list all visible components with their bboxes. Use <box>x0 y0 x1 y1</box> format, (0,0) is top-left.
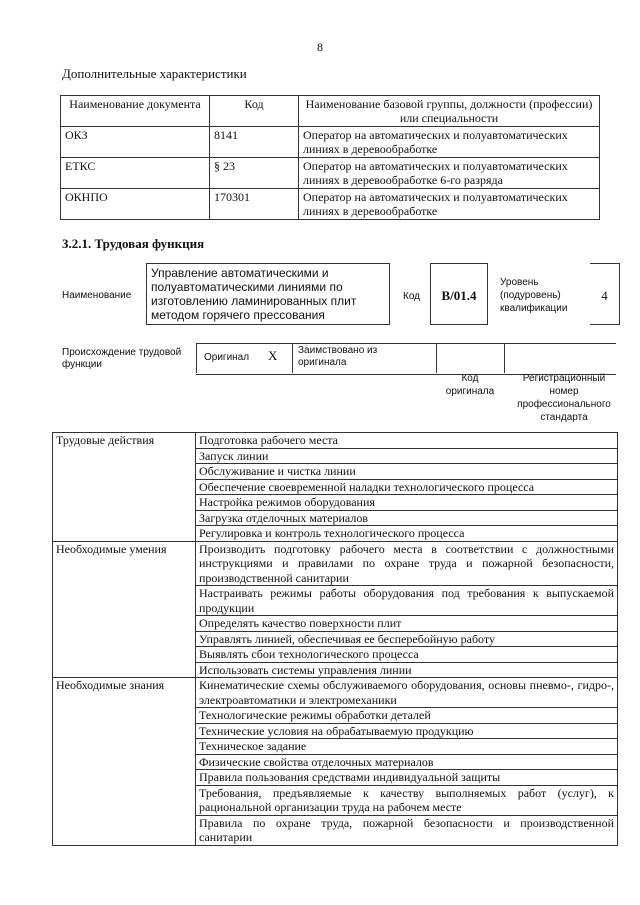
table-row <box>53 433 618 449</box>
qualification-level-label: Уровень (подуровень) квалификации <box>500 277 568 314</box>
table-header-row <box>61 96 600 127</box>
table-row <box>61 158 600 189</box>
list-item: Настройка режимов оборудования <box>196 495 618 511</box>
list-item: Правила по охране труда, пожарной безопасности и производственной санитарии <box>196 815 618 845</box>
list-item: Кинематические схемы обслуживаемого оборудования, основы пневмо-, гидро-, электроавтоматики и электромеханики <box>196 678 618 708</box>
code-label: Код <box>403 291 421 302</box>
list-item: Физические свойства отделочных материалов <box>196 754 618 770</box>
table-row <box>53 541 618 586</box>
group-name-cell: Оператор на автоматических и полуавтоматических линиях в деревообработке 6-го разряда <box>299 158 600 189</box>
name-label: Наименование <box>62 290 132 301</box>
category-required-knowledge: Необходимые знания <box>53 678 196 846</box>
list-item: Использовать системы управления линии <box>196 662 618 678</box>
code-cell: 8141 <box>210 127 299 158</box>
list-item: Запуск линии <box>196 448 618 464</box>
list-item: Правила пользования средствами индивидуальной защиты <box>196 770 618 786</box>
group-name-cell: Оператор на автоматических и полуавтоматических линиях в деревообработке <box>299 127 600 158</box>
header-document-name: Наименование документа <box>61 96 210 127</box>
code-cell: 170301 <box>210 189 299 220</box>
original-mark: X <box>268 348 278 363</box>
group-name-cell: Оператор на автоматических и полуавтоматических линиях в деревообработке <box>299 189 600 220</box>
function-code-value: B/01.4 <box>430 263 488 325</box>
category-labor-actions: Трудовые действия <box>53 433 196 542</box>
list-item: Определять качество поверхности плит <box>196 616 618 632</box>
header-code: Код <box>210 96 299 127</box>
divider <box>196 343 197 373</box>
function-name-value: Управление автоматическими и полуавтоматическими линиями по изготовлению ламинированных плит методом горячего прессования <box>146 263 390 325</box>
list-item: Техническое задание <box>196 739 618 755</box>
code-cell: § 23 <box>210 158 299 189</box>
list-item: Технологические режимы обработки деталей <box>196 708 618 724</box>
origin-label: Происхождение трудовой функции <box>62 347 182 370</box>
list-item: Технические условия на обрабатываемую продукцию <box>196 723 618 739</box>
list-item: Загрузка отделочных материалов <box>196 510 618 526</box>
list-item: Выявлять сбои технологического процесса <box>196 647 618 663</box>
additional-characteristics-table <box>60 95 600 220</box>
labor-function-details-table <box>52 432 618 846</box>
doc-name-cell: ЕТКС <box>61 158 210 189</box>
table-row <box>61 189 600 220</box>
divider <box>504 343 505 373</box>
list-item: Управлять линией, обеспечивая ее бесперебойную работу <box>196 631 618 647</box>
header-group-name: Наименование базовой группы, должности (профессии) или специальности <box>299 96 600 127</box>
registration-number-label: Регистрационный номер профессионального стандарта <box>517 373 611 423</box>
list-item: Обеспечение своевременной наладки технологического процесса <box>196 479 618 495</box>
divider <box>436 343 437 373</box>
list-item: Обслуживание и чистка линии <box>196 464 618 480</box>
divider <box>292 343 293 373</box>
code-original-label: Код оригинала <box>445 373 495 397</box>
list-item: Регулировка и контроль технологического процесса <box>196 526 618 542</box>
table-row <box>53 678 618 708</box>
table-row <box>61 127 600 158</box>
list-item: Подготовка рабочего места <box>196 433 618 449</box>
category-required-skills: Необходимые умения <box>53 541 196 678</box>
labor-function-title: 3.2.1. Трудовая функция <box>62 236 205 251</box>
qualification-level-value: 4 <box>590 263 620 325</box>
list-item: Требования, предъявляемые к качеству выполняемых работ (услуг), к рациональной организации труда на рабочем месте <box>196 785 618 815</box>
doc-name-cell: ОКНПО <box>61 189 210 220</box>
page-number: 8 <box>317 40 323 54</box>
original-label: Оригинал <box>204 352 250 363</box>
borrowed-label: Заимствовано из оригинала <box>298 345 378 368</box>
doc-name-cell: ОКЗ <box>61 127 210 158</box>
list-item: Производить подготовку рабочего места в соответствии с должностными инструкциями и правилами по охране труда и пожарной безопасности, производственной санитарии <box>196 541 618 586</box>
list-item: Настраивать режимы работы оборудования под требования к выпускаемой продукции <box>196 586 618 616</box>
additional-characteristics-title: Дополнительные характеристики <box>62 66 247 81</box>
